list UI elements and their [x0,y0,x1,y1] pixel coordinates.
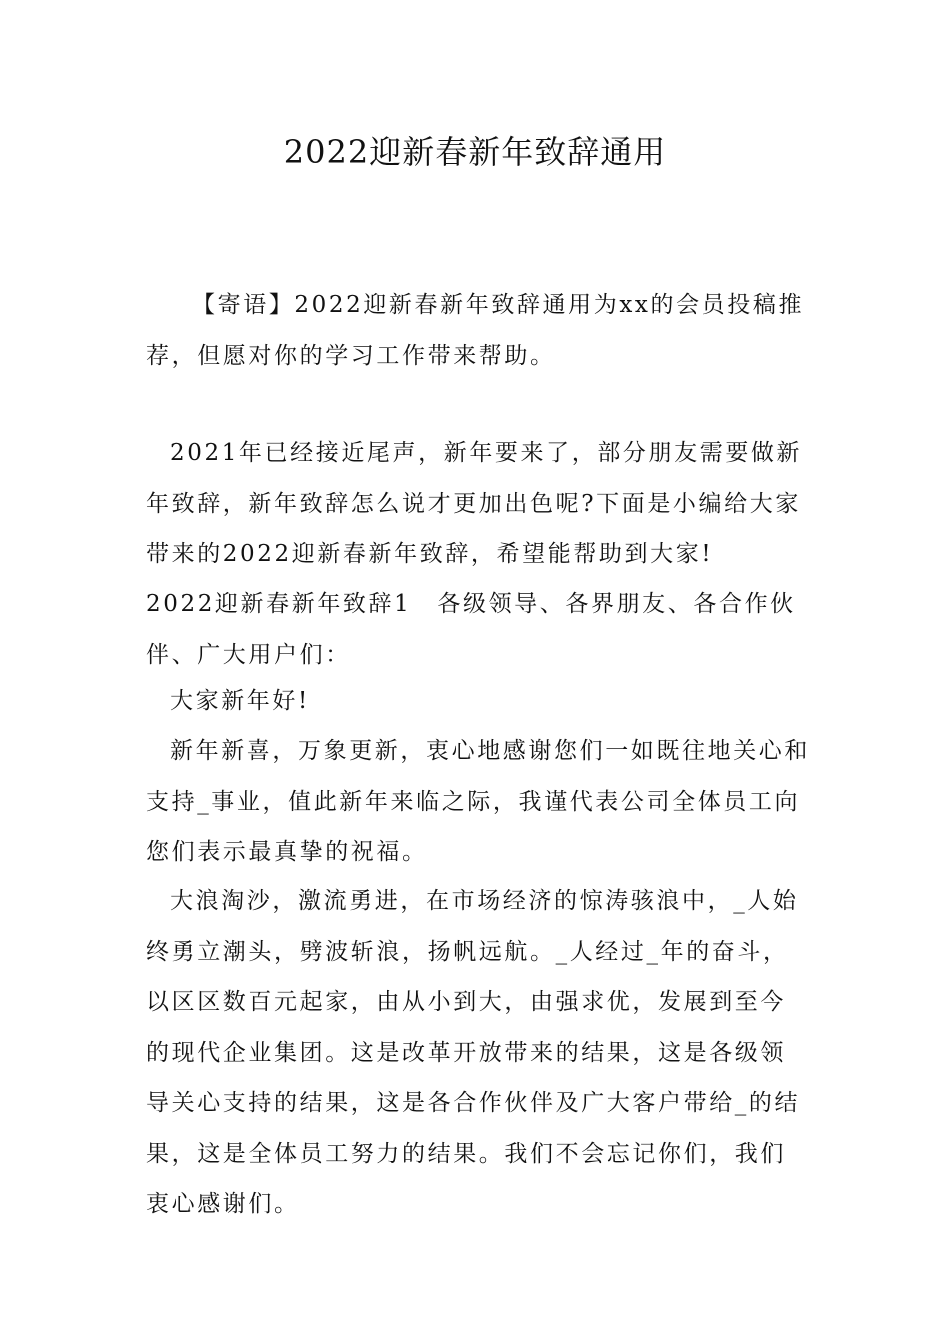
paragraph-thanks: 新年新喜，万象更新，衷心地感谢您们一如既往地关心和支持_事业，值此新年来临之际，我谨代表公司全体员工向您们表示最真挚的祝福。 [146,738,810,865]
section-heading: 2022迎新春新年致辞1 [146,591,412,617]
paragraph-new-year-greeting: 大家新年好! [170,688,310,714]
paragraph-opening: 2021年已经接近尾声，新年要来了，部分朋友需要做新年致辞，新年致辞怎么说才更加出色呢?下面是小编给大家带来的2022迎新春新年致辞，希望能帮助到大家! [146,440,803,567]
document-title: 2022迎新春新年致辞通用 [283,133,667,171]
intro-paragraph: 【寄语】2022迎新春新年致辞通用为xx的会员投稿推荐，但愿对你的学习工作带来帮助。 [146,292,805,369]
recipients-text: 各级领导、各界朋友、各合作伙伴、广大用户们： [146,591,796,668]
paragraph-history: 大浪淘沙，激流勇进，在市场经济的惊涛骇浪中，_人始终勇立潮头，劈波斩浪，扬帆远航。_人经过_年的奋斗，以区区数百元起家，由从小到大，由强求优，发展到至今的现代企业集团。这是改革开放带来的结果，这是各级领导关心支持的结果，这是各合作伙伴及广大客户带给_的结果，这是全体员工努力的结果。我们不会忘记你们，我们衷心感谢们。 [146,888,801,1217]
paragraph-greeting-recipients [146,579,826,680]
